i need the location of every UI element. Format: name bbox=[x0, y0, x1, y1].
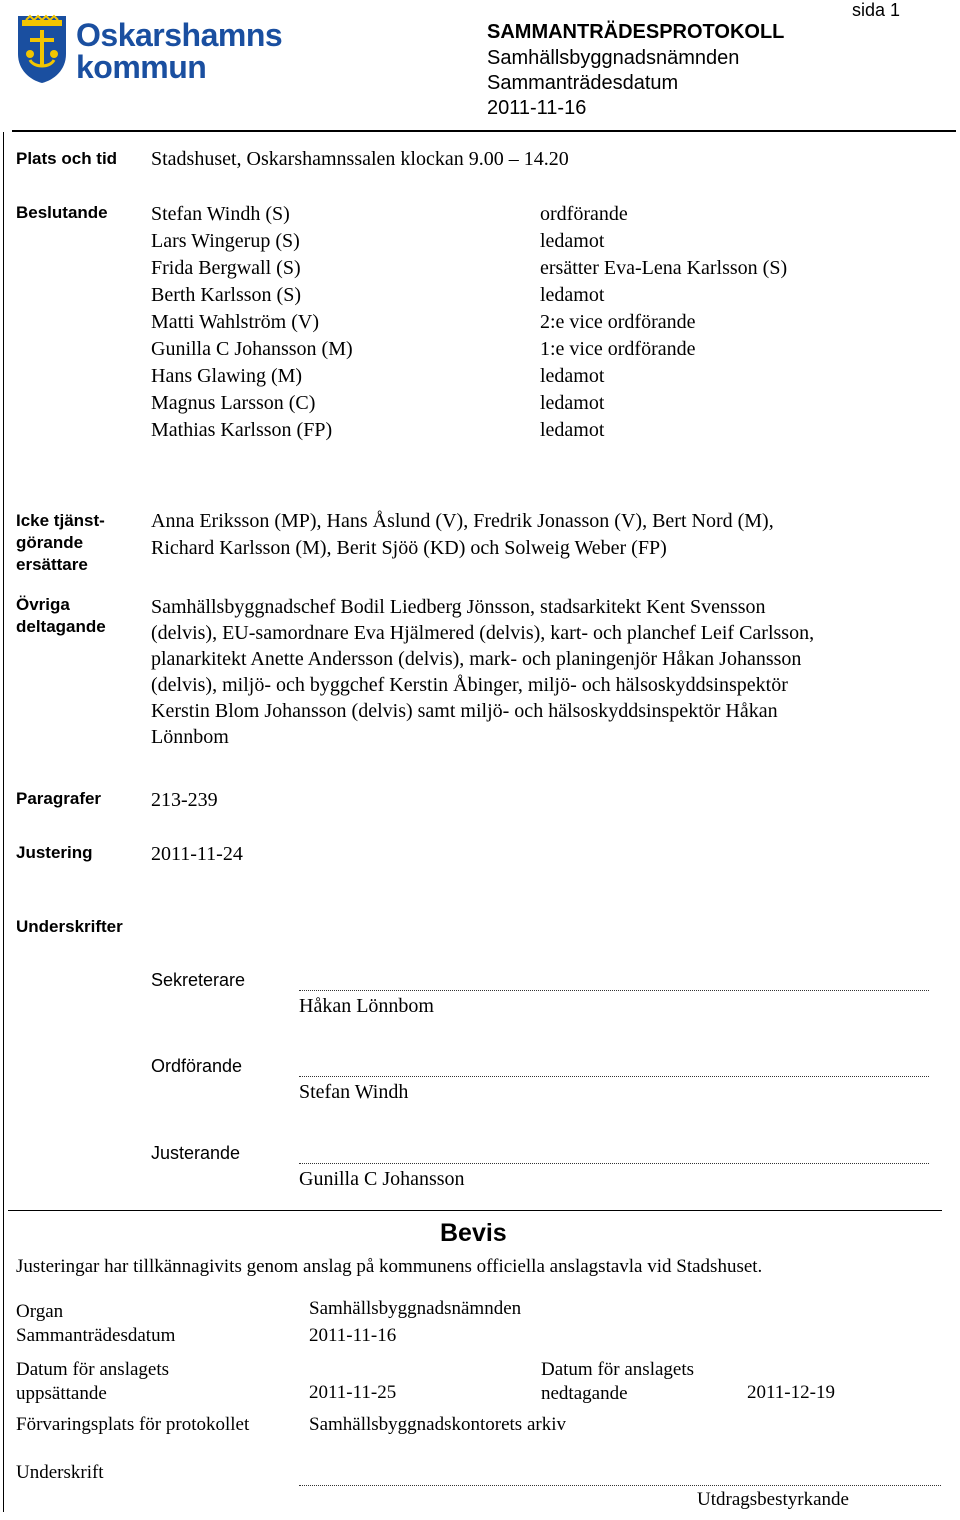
storage-label: Förvaringsplats för protokollet bbox=[16, 1414, 250, 1435]
text-line: (delvis), EU-samordnare Eva Hjälmered (delvis), kart- och planchef Leif Carlsson, bbox=[151, 622, 815, 644]
adjustment-label: Justering bbox=[16, 843, 93, 862]
organ-value: Samhällsbyggnadsnämnden bbox=[309, 1298, 522, 1319]
member-role: ledamot bbox=[540, 365, 605, 387]
member-role: ledamot bbox=[540, 392, 605, 414]
certificate-statement: Justeringar har tillkännagivits genom anslag på kommunens officiella anslagstavla vid Stadshuset. bbox=[16, 1256, 763, 1277]
member-name: Matti Wahlström (V) bbox=[151, 311, 319, 333]
signature-line bbox=[299, 990, 929, 991]
non-serving-label-line: görande bbox=[16, 533, 84, 552]
others-label-line: Övriga bbox=[16, 595, 70, 614]
paragraphs-value: 213-239 bbox=[151, 789, 218, 811]
meeting-date-label: Sammanträdesdatum bbox=[487, 72, 679, 94]
member-name: Berth Karlsson (S) bbox=[151, 284, 301, 306]
extract-label: Utdragsbestyrkande bbox=[697, 1489, 849, 1510]
member-role: 2:e vice ordförande bbox=[540, 311, 696, 333]
non-serving-label-line: Icke tjänst- bbox=[16, 511, 105, 530]
certificate-divider bbox=[8, 1210, 942, 1211]
member-names bbox=[151, 201, 353, 444]
logo-line-1: Oskarshamns bbox=[76, 17, 283, 53]
signature-role: Justerande bbox=[151, 1143, 241, 1163]
municipality-logo bbox=[16, 14, 283, 86]
signature-name: Håkan Lönnbom bbox=[299, 995, 434, 1017]
member-name: Lars Wingerup (S) bbox=[151, 230, 300, 252]
board-name: Samhällsbyggnadsnämnden bbox=[487, 47, 740, 69]
posted-label-line: Datum för anslagets bbox=[16, 1359, 170, 1380]
non-serving-label-line: ersättare bbox=[16, 555, 88, 574]
left-margin-rule bbox=[3, 132, 4, 1512]
others-label bbox=[16, 594, 106, 638]
posted-date-label bbox=[16, 1358, 169, 1406]
text-line: Lönnbom bbox=[151, 726, 229, 748]
meeting-date-value-cert: 2011-11-16 bbox=[309, 1325, 397, 1346]
member-name: Magnus Larsson (C) bbox=[151, 392, 316, 414]
signature-role: Sekreterare bbox=[151, 970, 246, 990]
storage-value: Samhällsbyggnadskontorets arkiv bbox=[309, 1414, 566, 1435]
member-name: Frida Bergwall (S) bbox=[151, 257, 301, 279]
signature-name: Gunilla C Johansson bbox=[299, 1168, 465, 1190]
text-line: Richard Karlsson (M), Berit Sjöö (KD) och Solweig Weber (FP) bbox=[151, 537, 667, 559]
certificate-signature-line bbox=[299, 1485, 941, 1486]
signature-line bbox=[299, 1076, 929, 1077]
text-line: Anna Eriksson (MP), Hans Åslund (V), Fredrik Jonasson (V), Bert Nord (M), bbox=[151, 510, 774, 532]
removed-date-label bbox=[541, 1358, 694, 1406]
text-line: (delvis), miljö- och byggchef Kerstin Åbinger, miljö- och hälsoskyddsinspektör bbox=[151, 674, 788, 696]
member-name: Mathias Karlsson (FP) bbox=[151, 419, 333, 441]
removed-label-line: Datum för anslagets bbox=[541, 1359, 695, 1380]
member-role: ledamot bbox=[540, 284, 605, 306]
signature-label-cert: Underskrift bbox=[16, 1462, 104, 1483]
text-line: Kerstin Blom Johansson (delvis) samt miljö- och hälsoskyddsinspektör Håkan bbox=[151, 700, 778, 722]
signatures-label: Underskrifter bbox=[16, 917, 123, 936]
member-role: ledamot bbox=[540, 230, 605, 252]
header-divider bbox=[12, 130, 956, 132]
signature-name: Stefan Windh bbox=[299, 1081, 409, 1103]
text-line: planarkitekt Anette Andersson (delvis), mark- och planingenjör Håkan Johansson bbox=[151, 648, 802, 670]
member-role: ledamot bbox=[540, 419, 605, 441]
member-role: 1:e vice ordförande bbox=[540, 338, 696, 360]
non-serving-label bbox=[16, 510, 105, 576]
text-line: Samhällsbyggnadschef Bodil Liedberg Jönsson, stadsarkitekt Kent Svensson bbox=[151, 596, 766, 618]
certificate-title: Bevis bbox=[440, 1219, 507, 1247]
meeting-date-label-cert: Sammanträdesdatum bbox=[16, 1325, 176, 1346]
paragraphs-label: Paragrafer bbox=[16, 789, 102, 808]
page-number: sida 1 bbox=[852, 0, 901, 20]
others-label-line: deltagande bbox=[16, 617, 106, 636]
non-serving-text bbox=[151, 508, 774, 562]
coat-of-arms-icon bbox=[16, 14, 68, 84]
place-value: Stadshuset, Oskarshamnssalen klockan 9.00 – 14.20 bbox=[151, 148, 569, 170]
member-name: Hans Glawing (M) bbox=[151, 365, 303, 387]
decision-makers-label: Beslutande bbox=[16, 203, 108, 222]
others-text bbox=[151, 594, 814, 750]
removed-date-value: 2011-12-19 bbox=[747, 1382, 835, 1403]
document-type: SAMMANTRÄDESPROTOKOLL bbox=[487, 21, 785, 43]
adjustment-value: 2011-11-24 bbox=[151, 843, 243, 865]
logo-line-2: kommun bbox=[76, 49, 207, 85]
member-name: Gunilla C Johansson (M) bbox=[151, 338, 353, 360]
posted-date-value: 2011-11-25 bbox=[309, 1382, 397, 1403]
posted-label-line: uppsättande bbox=[16, 1383, 107, 1404]
signature-line bbox=[299, 1163, 929, 1164]
signature-role: Ordförande bbox=[151, 1056, 243, 1076]
organ-label: Organ bbox=[16, 1301, 64, 1322]
removed-label-line: nedtagande bbox=[541, 1383, 628, 1404]
meeting-date: 2011-11-16 bbox=[487, 97, 587, 119]
member-role: ordförande bbox=[540, 203, 628, 225]
member-name: Stefan Windh (S) bbox=[151, 203, 290, 225]
member-roles bbox=[540, 201, 787, 444]
member-role: ersätter Eva-Lena Karlsson (S) bbox=[540, 257, 788, 279]
place-label: Plats och tid bbox=[16, 149, 118, 168]
